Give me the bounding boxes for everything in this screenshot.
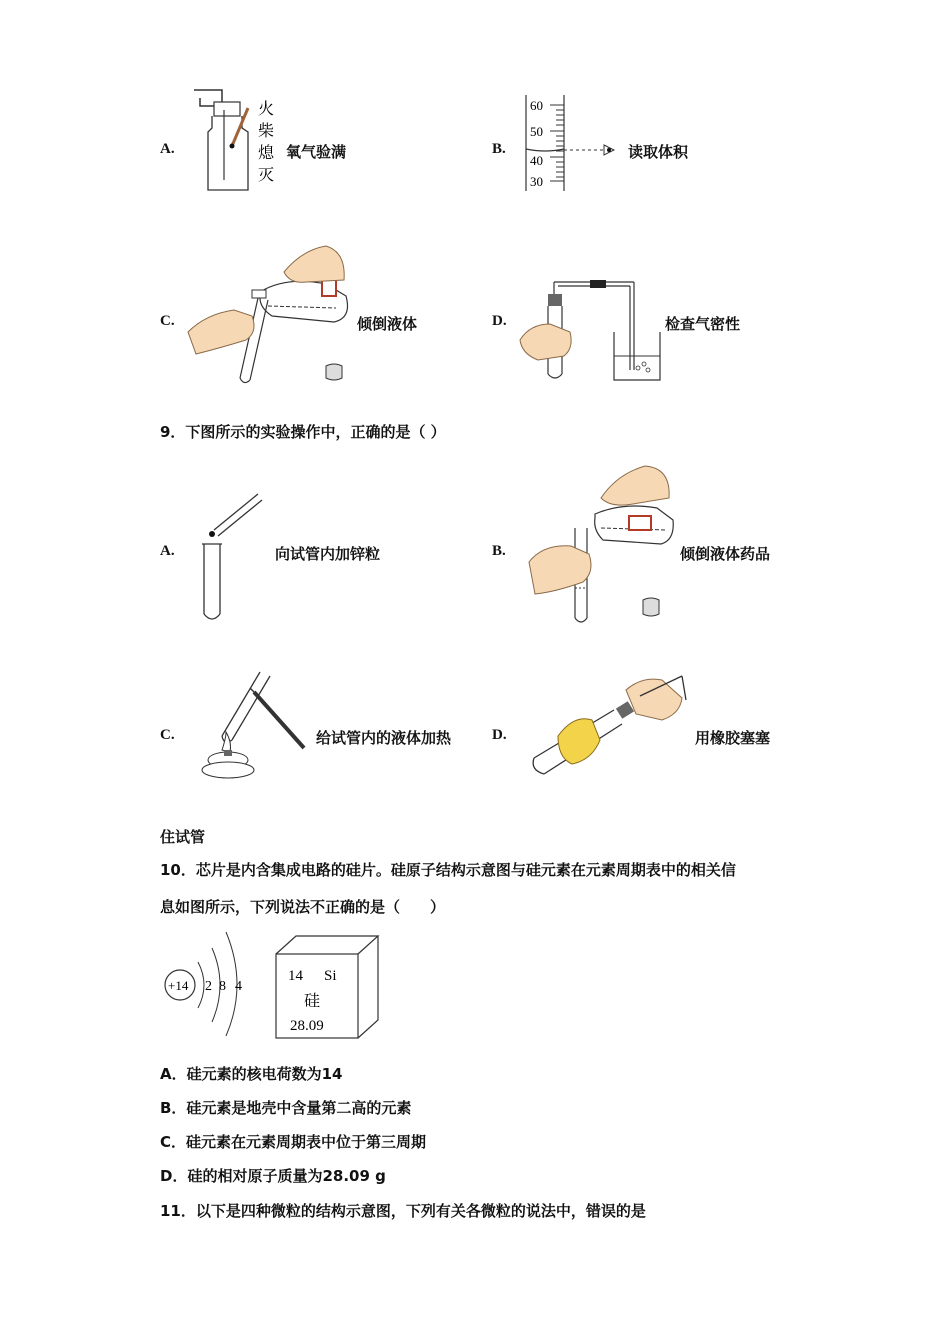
fig-text-huo: 火 [258, 101, 275, 118]
q9-continuation: 住试管 [160, 828, 206, 846]
fig-text-mie: 灭 [258, 167, 275, 184]
q9-stem: 9．下图所示的实验操作中，正确的是（ ） [160, 423, 446, 441]
adding-zinc-figure [196, 490, 268, 624]
pouring-liquid-correct-figure [525, 458, 677, 628]
oxygen-full-test-figure [190, 80, 282, 195]
q8-option-d-caption: 检查气密性 [665, 315, 741, 333]
graduated-cylinder-figure [520, 93, 625, 193]
shell-2-electrons: 8 [219, 979, 226, 994]
q9-option-c-caption: 给试管内的液体加热 [316, 729, 452, 747]
q8-option-a-letter: A. [160, 141, 175, 157]
tick-40: 40 [530, 153, 543, 168]
q9-option-c-letter: C. [160, 727, 175, 743]
q10-choice-d: D．硅的相对原子质量为28.09 g [160, 1167, 386, 1185]
element-name: 硅 [304, 993, 321, 1010]
pouring-liquid-figure [186, 236, 358, 386]
q8-option-b-letter: B. [492, 141, 506, 157]
q9-option-b-letter: B. [492, 543, 506, 559]
fig-text-xi: 熄 [258, 145, 275, 162]
q8-option-b-caption: 读取体积 [628, 143, 689, 161]
q8-option-c-caption: 倾倒液体 [357, 315, 418, 333]
q10-choice-a: A．硅元素的核电荷数为14 [160, 1065, 343, 1083]
tick-50: 50 [530, 124, 543, 139]
tick-60: 60 [530, 98, 543, 113]
q8-option-a-caption: 氧气验满 [286, 143, 347, 161]
element-card-silicon [272, 934, 382, 1042]
q10-stem-line2: 息如图所示，下列说法不正确的是（ ） [160, 898, 446, 916]
q9-option-a-letter: A. [160, 543, 175, 559]
fig-text-chai: 柴 [258, 123, 275, 140]
heating-liquid-figure [192, 666, 314, 780]
q11-stem: 11．以下是四种微粒的结构示意图，下列有关各微粒的说法中，错误的是 [160, 1202, 646, 1220]
nucleus-charge: +14 [168, 978, 189, 993]
q9-option-d-caption: 用橡胶塞塞 [695, 729, 771, 747]
q10-choice-b: B．硅元素是地壳中含量第二高的元素 [160, 1099, 412, 1117]
q9-option-d-letter: D. [492, 727, 507, 743]
shell-1-electrons: 2 [205, 979, 212, 994]
shell-3-electrons: 4 [235, 979, 242, 994]
stoppering-tube-figure [522, 670, 690, 782]
q10-stem-line1: 10．芯片是内含集成电路的硅片。硅原子结构示意图与硅元素在元素周期表中的相关信 [160, 861, 736, 879]
element-symbol: Si [324, 968, 337, 984]
q8-option-d-letter: D. [492, 313, 507, 329]
atomic-number: 14 [288, 968, 303, 984]
airtightness-check-figure [518, 272, 668, 384]
q9-option-b-caption: 倾倒液体药品 [680, 545, 771, 563]
q9-option-a-caption: 向试管内加锌粒 [275, 545, 381, 563]
q10-choice-c: C．硅元素在元素周期表中位于第三周期 [160, 1133, 427, 1151]
atomic-mass: 28.09 [290, 1018, 324, 1034]
tick-30: 30 [530, 174, 543, 189]
silicon-atom-diagram [160, 924, 260, 1040]
q8-option-c-letter: C. [160, 313, 175, 329]
